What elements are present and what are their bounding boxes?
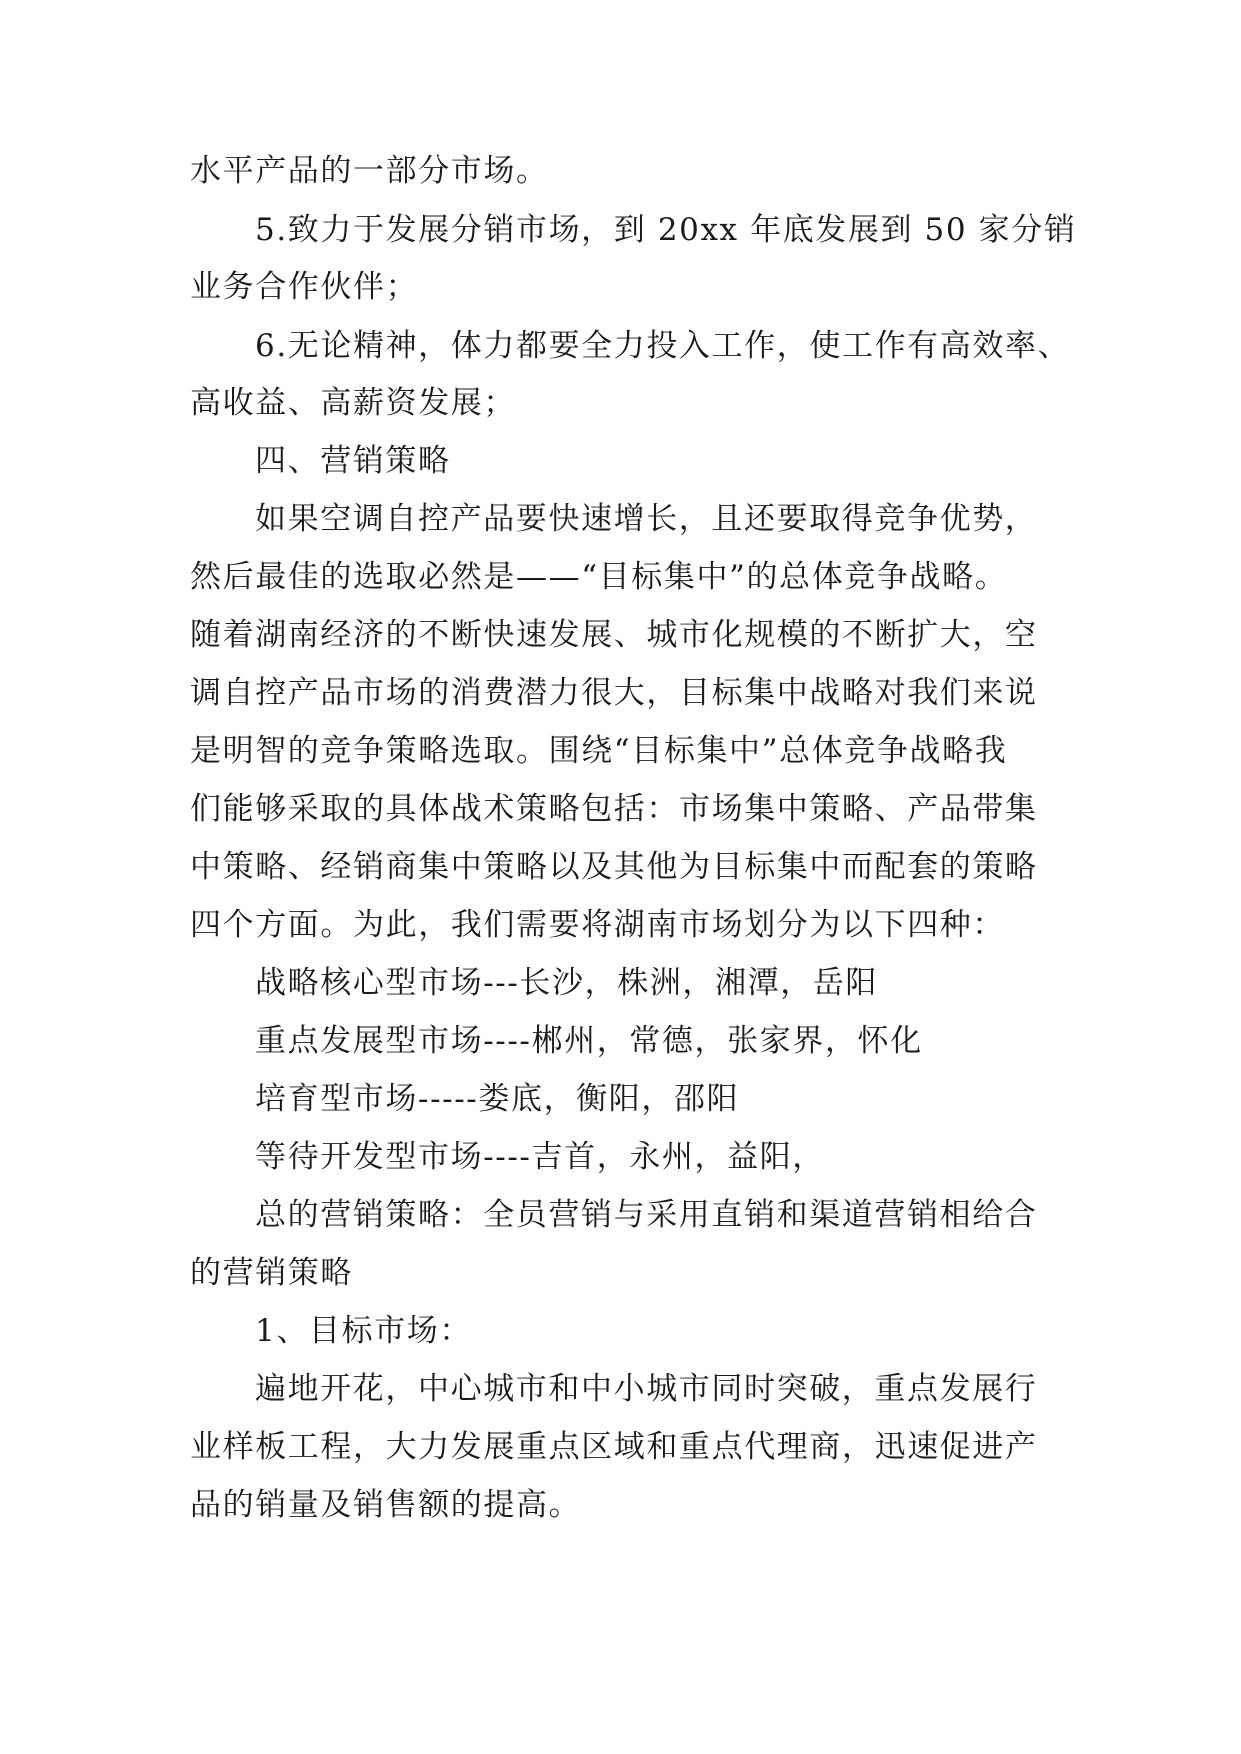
text-line: 四个方面。为此，我们需要将湖南市场划分为以下四种： <box>190 907 1005 943</box>
text-line: 调自控产品市场的消费潜力很大，目标集中战略对我们来说 <box>190 675 1038 711</box>
text-line: 的营销策略 <box>190 1255 353 1291</box>
market-item: 等待开发型市场----吉首，永州，益阳， <box>255 1139 825 1175</box>
market-item: 培育型市场-----娄底，衡阳，邵阳 <box>255 1081 740 1117</box>
text-line: 然后最佳的选取必然是——“目标集中”的总体竞争战略。 <box>190 559 1008 595</box>
text-line: 随着湖南经济的不断快速发展、城市化规模的不断扩大，空 <box>190 617 1038 653</box>
text-line: 们能够采取的具体战术策略包括：市场集中策略、产品带集 <box>190 791 1038 827</box>
text-line: 业务合作伙伴； <box>190 269 419 305</box>
text-line: 是明智的竞争策略选取。围绕“目标集中”总体竞争战略我 <box>190 733 1008 769</box>
section-heading: 四、营销策略 <box>255 443 451 479</box>
text-line: 高收益、高薪资发展； <box>190 385 516 421</box>
market-item: 重点发展型市场----郴州，常德，张家界，怀化 <box>255 1023 923 1059</box>
text-line: 业样板工程，大力发展重点区域和重点代理商，迅速促进产 <box>190 1429 1038 1465</box>
text-line: 6.无论精神，体力都要全力投入工作，使工作有高效率、 <box>255 328 1071 364</box>
text-line: 品的销量及销售额的提高。 <box>190 1487 582 1523</box>
text-line: 5.致力于发展分销市场，到 20xx 年底发展到 50 家分销 <box>255 212 1077 248</box>
subsection-heading: 1、目标市场： <box>255 1313 472 1349</box>
market-item: 战略核心型市场---长沙，株洲，湘潭，岳阳 <box>255 965 879 1001</box>
text-line: 如果空调自控产品要快速增长，且还要取得竞争优势， <box>255 501 1038 537</box>
text-line: 总的营销策略：全员营销与采用直销和渠道营销相给合 <box>255 1197 1038 1233</box>
text-line: 水平产品的一部分市场。 <box>190 153 549 189</box>
text-line: 中策略、经销商集中策略以及其他为目标集中而配套的策略 <box>190 849 1038 885</box>
text-line: 遍地开花，中心城市和中小城市同时突破，重点发展行 <box>255 1371 1038 1407</box>
